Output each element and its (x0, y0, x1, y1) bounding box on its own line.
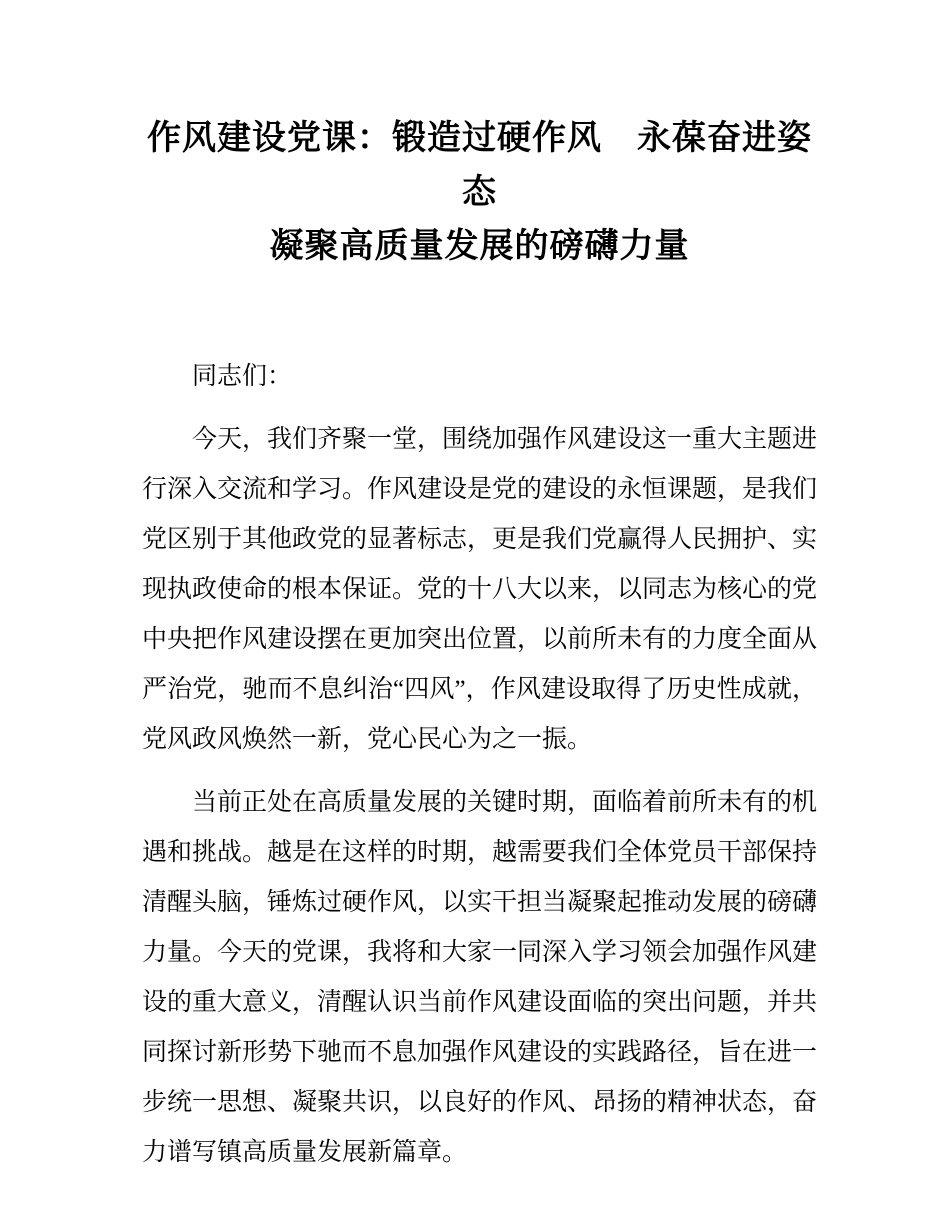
document-body (142, 352, 817, 1178)
document-title (142, 112, 817, 274)
title-line-2: 凝聚高质量发展的磅礴力量 (269, 228, 690, 265)
title-line-1: 作风建设党课：锻造过硬作风 永葆奋进姿态 (147, 120, 812, 211)
paragraph-2: 当前正处在高质量发展的关键时期，面临着前所未有的机遇和挑战。越是在这样的时期，越需要我们全体党员干部保持清醒头脑，锤炼过硬作风，以实干担当凝聚起推动发展的磅礴力量。今天的党课，我将和大家一同深入学习领会加强作风建设的重大意义，清醒认识当前作风建设面临的突出问题，并共同探讨新形势下驰而不息加强作风建设的实践路径，旨在进一步统一思想、凝聚共识，以良好的作风、昂扬的精神状态，奋力谱写镇高质量发展新篇章。 (142, 789, 818, 1166)
salutation-line: 同志们： (192, 363, 293, 390)
paragraph-1: 今天，我们齐聚一堂，围绕加强作风建设这一重大主题进行深入交流和学习。作风建设是党的建设的永恒课题，是我们党区别于其他政党的显著标志，更是我们党赢得人民拥护、实现执政使命的根本保证。党的十八大以来，以同志为核心的党中央把作风建设摆在更加突出位置，以前所未有的力度全面从严治党，驰而不息纠治“四风”，作风建设取得了历史性成就，党风政风焕然一新，党心民心为之一振。 (142, 426, 818, 753)
